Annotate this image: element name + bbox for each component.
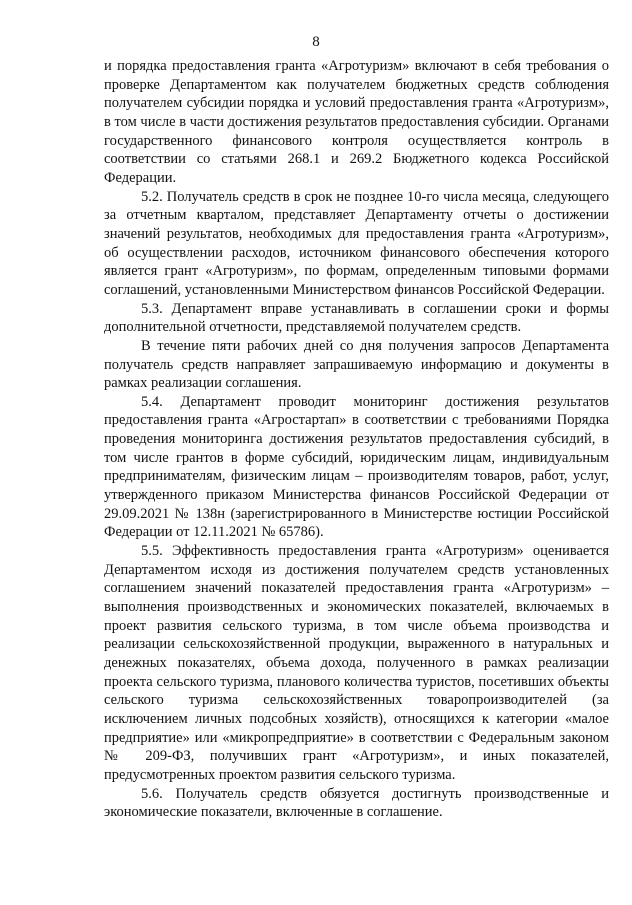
paragraph-continuation: и порядка предоставления гранта «Агротуризм» включают в себя требования о проверке Департаментом как получателем бюджетных средств соблюдения получателем субсидии порядка и условий предоставления гранта «Агротуризм», в том числе в части достижения результатов предоставления субсидии. Органами государственного финансового контроля осуществляется контроль в соответствии со статьями 268.1 и 269.2 Бюджетного кодекса Российской Федерации. [104,58,609,186]
paragraph-5-2: 5.2. Получатель средств в срок не позднее 10-го числа месяца, следующего за отчетным кварталом, представляет Департаменту отчеты о достижении значений результатов, необходимых для предоставления гранта «Агротуризм», об осуществлении расходов, источником финансового обеспечения которого является грант «Агротуризм», по формам, определенным типовыми формами соглашений, установленными Министерством финансов Российской Федерации. [104,188,609,298]
page-number: 8 [312,34,320,50]
paragraph-5-3-requests: В течение пяти рабочих дней со дня получения запросов Департамента получатель средств направляет запрашиваемую информацию и документы в рамках реализации соглашения. [104,337,609,392]
paragraph-5-6: 5.6. Получатель средств обязуется достигнуть производственные и экономические показатели, включенные в соглашение. [104,785,609,821]
document-body [104,57,609,822]
paragraph-5-3: 5.3. Департамент вправе устанавливать в соглашении сроки и формы дополнительной отчетности, представляемой получателем средств. [104,300,609,336]
paragraph-5-5: 5.5. Эффективность предоставления гранта «Агротуризм» оценивается Департаментом исходя из достижения получателем средств установленных соглашением значений показателей предоставления гранта «Агротуризм» – выполнения производственных и экономических показателей, включаемых в проект развития сельского туризма, в том числе объема производства и реализации сельскохозяйственной продукции, выраженного в натуральных и денежных показателях, объема дохода, полученного в рамках реализации проекта сельского туризма, планового количества туристов, посетивших объекты сельского туризма сельскохозяйственных товаропроизводителей (за исключением личных подсобных хозяйств), относящихся к категории «малое предприятие» или «микропредприятие» в соответствии с Федеральным законом № 209-ФЗ, получивших грант «Агротуризм», и иных показателей, предусмотренных проектом развития сельского туризма. [104,543,609,783]
paragraph-5-4: 5.4. Департамент проводит мониторинг достижения результатов предоставления гранта «Агростартап» в соответствии с требованиями Порядка проведения мониторинга достижения результатов предоставления субсидий, в том числе грантов в форме субсидий, юридическим лицам, индивидуальным предпринимателям, физическим лицам – производителям товаров, работ, услуг, утвержденного приказом Министерства финансов Российской Федерации от 29.09.2021 № 138н (зарегистрированного в Министерстве юстиции Российской Федерации от 12.11.2021 № 65786). [104,393,609,541]
